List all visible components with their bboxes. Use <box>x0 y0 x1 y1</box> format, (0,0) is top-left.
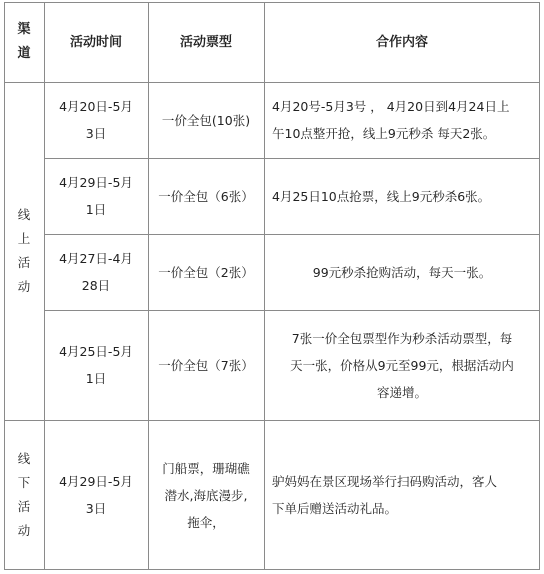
row-divider <box>44 158 540 159</box>
table-row-ticket: 一价全包（2张） <box>158 264 254 280</box>
channel-online: 线 上 活 动 <box>17 207 31 294</box>
column-divider <box>44 2 45 570</box>
header-channel: 渠 道 <box>17 22 31 61</box>
column-divider <box>264 2 265 570</box>
header-content: 合作内容 <box>375 34 428 50</box>
table-border <box>4 2 540 3</box>
header-time: 活动时间 <box>69 34 122 50</box>
table-border <box>4 2 5 570</box>
table-row-time: 4月20日-5月 3日 <box>59 99 133 141</box>
table-row-ticket: 一价全包（7张） <box>158 357 254 373</box>
header-ticket: 活动票型 <box>179 34 232 50</box>
table-row-ticket: 一价全包（6张） <box>158 188 254 204</box>
table-row-time: 4月29日-5月 1日 <box>59 175 133 217</box>
table-border <box>539 2 540 570</box>
table-row-time: 4月27日-4月 28日 <box>59 251 133 293</box>
channel-offline: 线 下 活 动 <box>17 451 31 538</box>
column-divider <box>148 2 149 570</box>
table-row-ticket: 一价全包(10张) <box>161 112 251 128</box>
row-divider <box>44 310 540 311</box>
row-divider <box>4 420 540 421</box>
cooperation-table <box>4 2 540 570</box>
table-row-content: 4月25日10点抢票，线上9元秒杀6张。 <box>272 188 491 204</box>
table-row-time: 4月25日-5月 1日 <box>59 344 133 386</box>
table-row-time: 4月29日-5月 3日 <box>59 474 133 516</box>
row-divider <box>4 82 540 83</box>
table-row-content: 7张一价全包票型作为秒杀活动票型，每 天一张，价格从9元至99元，根据活动内 容递增。 <box>290 330 514 400</box>
row-divider <box>44 234 540 235</box>
table-row-content: 驴妈妈在景区现场举行扫码购活动，客人 下单后赠送活动礼品。 <box>272 474 498 516</box>
table-row-content: 4月20号-5月3号 ， 4月20日到4月24日上 午10点整开抢，线上9元秒杀 每天2张。 <box>272 99 510 141</box>
table-row-content: 99元秒杀抢购活动，每天一张。 <box>312 264 492 280</box>
table-row-ticket: 门船票，珊瑚礁 潜水,海底漫步, 拖伞， <box>162 460 250 530</box>
table-border <box>4 569 540 570</box>
